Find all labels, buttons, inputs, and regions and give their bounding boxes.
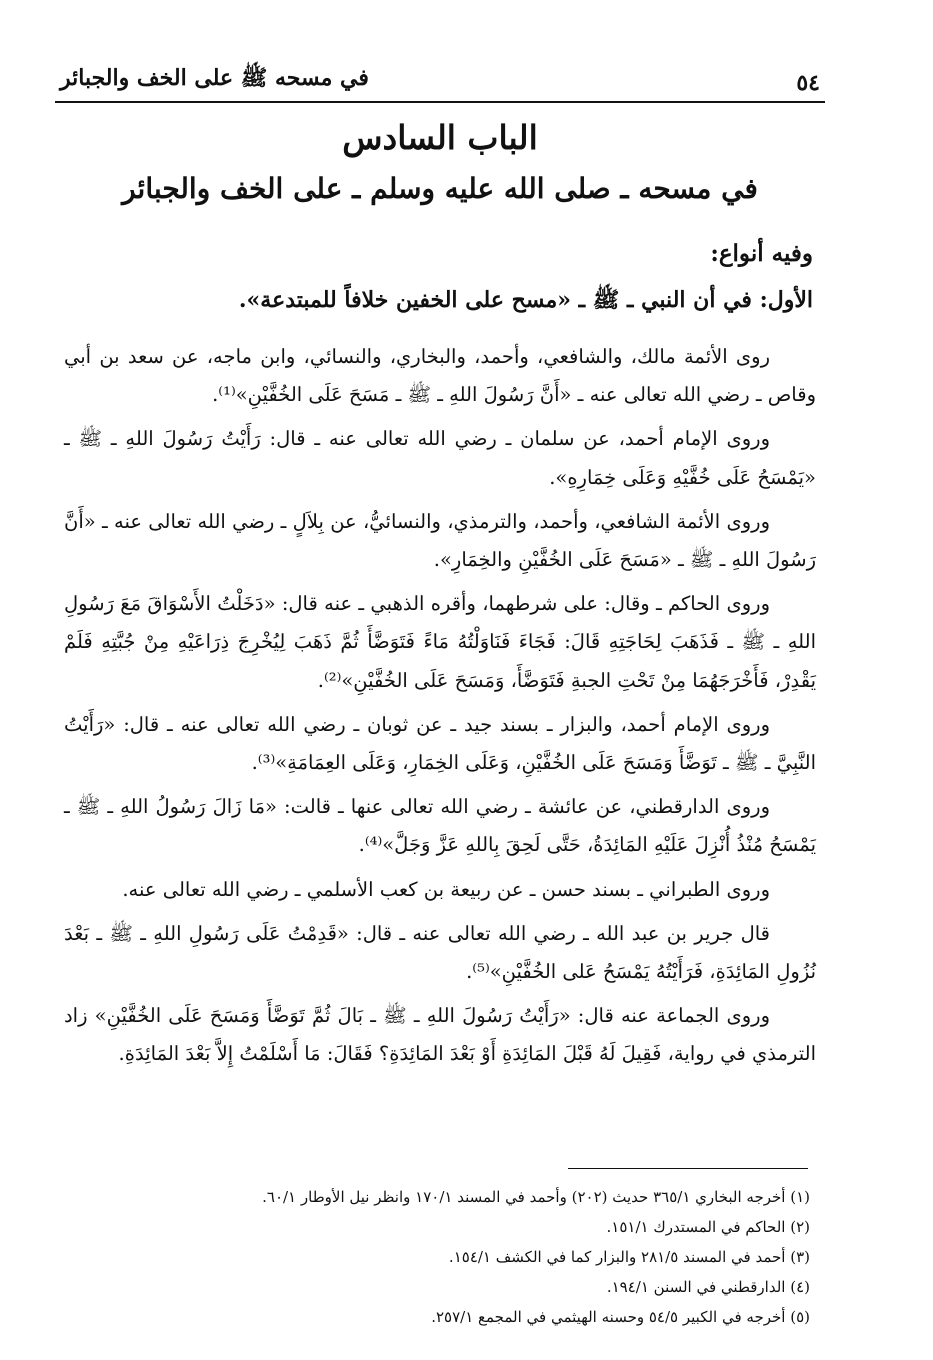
paragraph: وروى الإمام أحمد، والبزار ـ بسند جيد ـ عن ثوبان ـ رضي الله تعالى عنه ـ قال: «رَأَيْتُ النَّبِيَّ ـ ﷺ ـ تَوَضَّأَ وَمَسَحَ عَلَى الخُفَّيْنِ، وَعَلَى الخِمَارِ، وَعَلَى العِمَامَةِ»⁽³⁾. — [64, 712, 816, 775]
paragraph: وروى الدارقطني، عن عائشة ـ رضي الله تعالى عنها ـ قالت: «مَا زَالَ رَسُولُ اللهِ ـ ﷺ ـ يَمْسَحُ مُنْذُ أُنْزِلَ عَلَيْهِ المَائِدَةُ، حَتَّى لَحِقَ بِاللهِ عَزَّ وَجَلَّ»⁽⁴⁾. — [64, 795, 816, 857]
footnote: (٤) الدارقطني في السنن ١٩٤/١. — [606, 1278, 810, 1296]
paragraph: وروى الأئمة الشافعي، وأحمد، والترمذي، والنسائيُّ، عن بِلاَلٍ ـ رضي الله تعالى عنه ـ «أَنَّ رَسُولَ اللهِ ـ ﷺ ـ «مَسَحَ عَلَى الخُفَّيْنِ والخِمَارِ». — [64, 509, 816, 572]
chapter-subtitle: في مسحه ـ صلى الله عليه وسلم ـ على الخف والجبائر — [122, 172, 758, 205]
header-rule — [55, 101, 825, 103]
page-number: ٥٤ — [796, 70, 820, 96]
footnotes — [120, 1182, 810, 1332]
footnote: (٣) أحمد في المسند ٢٨١/٥ والبزار كما في الكشف ١٥٤/١. — [448, 1248, 810, 1266]
section-heading: الأول: في أن النبي ـ ﷺ ـ «مسح على الخفين خلافاً للمبتدعة». — [238, 287, 813, 313]
paragraph: وروى الإمام أحمد، عن سلمان ـ رضي الله تعالى عنه ـ قال: رَأَيْتُ رَسُولَ اللهِ ـ ﷺ ـ «يَمْسَحُ عَلَى خُفَّيْهِ وَعَلَى خِمَارِهِ». — [64, 427, 816, 489]
paragraph: وروى الحاكم ـ وقال: على شرطهما، وأقره الذهبي ـ عنه قال: «دَخَلْتُ الأَسْوَاقَ مَعَ رَسُولِ اللهِ ـ ﷺ ـ فَذَهَبَ لِحَاجَتِهِ قَالَ: فَجَاءَ فَنَاوَلْتُهُ مَاءً فَتَوَضَّأَ ثُمَّ ذَهَبَ لِيُخْرِجَ ذِرَاعَيْهِ مِنْ جُبَّتِهِ فَلَمْ يَقْدِرْ، فَأَخْرَجَهُمَا مِنْ تَحْتِ الجبةِ فَتَوَضَّأَ، وَمَسَحَ عَلَى الخُفَّيْنِ»⁽²⁾. — [64, 592, 816, 692]
paragraph: وروى الجماعة عنه قال: «رَأَيْتُ رَسُولَ اللهِ ـ ﷺ ـ بَالَ ثُمَّ تَوَضَّأَ وَمَسَحَ عَلَى الخُفَّيْنِ» زاد الترمذي في رواية، فَقِيلَ لَهُ قَبْلَ المَائِدَةِ أَوْ بَعْدَ المَائِدَةِ؟ فَقَالَ: مَا أَسْلَمْتُ إِلاَّ بَعْدَ المَائِدَةِ. — [64, 1004, 816, 1066]
footnote: (٢) الحاكم في المستدرك ١٥١/١. — [606, 1218, 810, 1236]
intro-text: وفيه أنواع: — [710, 240, 813, 267]
footnote: (٥) أخرجه في الكبير ٥٤/٥ وحسنه الهيثمي في المجمع ٢٥٧/١. — [431, 1308, 810, 1326]
page-header — [60, 54, 820, 96]
paragraph: قال جرير بن عبد الله ـ رضي الله تعالى عنه ـ قال: «قَدِمْتُ عَلَى رَسُولِ اللهِ ـ ﷺ ـ بَعْدَ نُزُولِ المَائِدَةِ، فَرَأَيْتُهُ يَمْسَحُ عَلى الخُفَّيْنِ»⁽⁵⁾. — [64, 921, 816, 984]
chapter-title: الباب السادس — [342, 118, 538, 157]
footnote: (١) أخرجه البخاري ٣٦٥/١ حديث (٢٠٢) وأحمد في المسند ١٧٠/١ وانظر نيل الأوطار ٦٠/١. — [262, 1188, 810, 1206]
paragraph: روى الأئمة مالك، والشافعي، وأحمد، والبخاري، والنسائي، وابن ماجه، عن سعد بن أبي وقاص ـ رضي الله تعالى عنه ـ «أَنَّ رَسُولَ اللهِ ـ ﷺ ـ مَسَحَ عَلَى الخُفَّيْنِ»⁽¹⁾. — [64, 345, 816, 407]
body-text — [64, 338, 816, 1080]
footnote-rule — [568, 1168, 808, 1169]
running-title: في مسحه ﷺ على الخف والجبائر — [60, 65, 369, 91]
paragraph: وروى الطبراني ـ بسند حسن ـ عن ربيعة بن كعب الأسلمي ـ رضي الله تعالى عنه. — [122, 877, 770, 901]
